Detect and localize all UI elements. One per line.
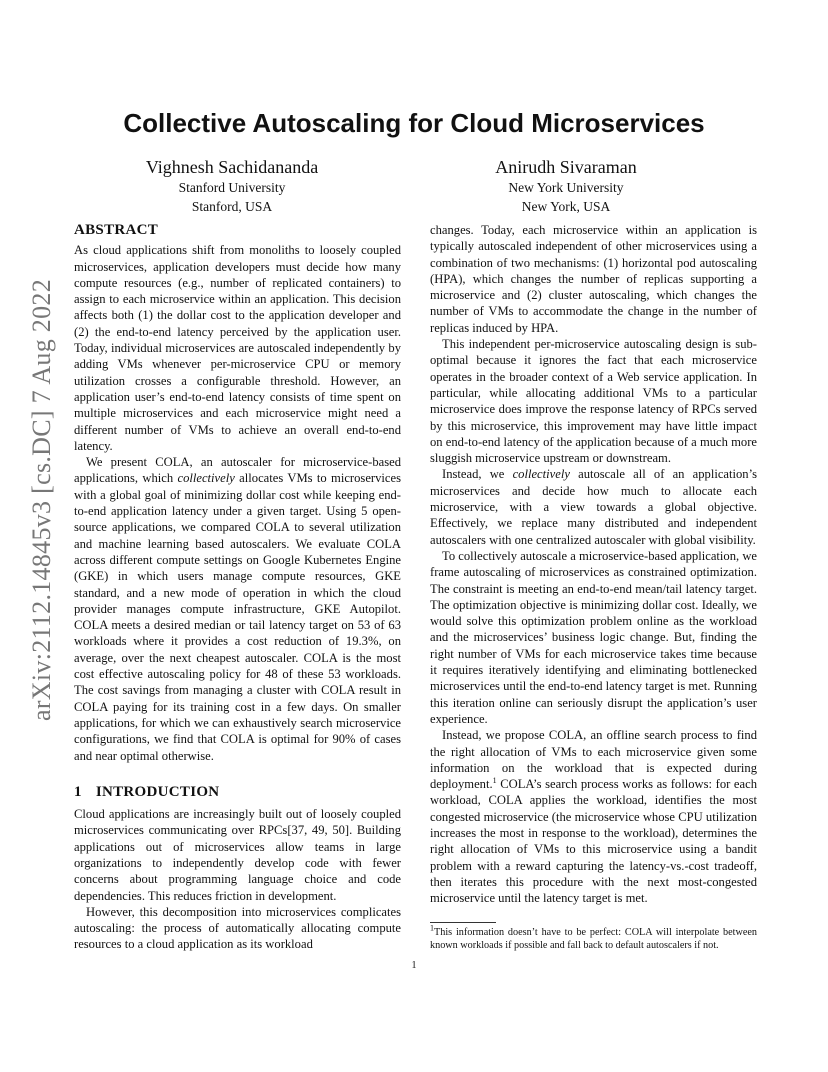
text-run: Instead, we propose COLA, an offline search process to find the right allocation of VMs to each microservice given some information on the workload that is expected during deployment. bbox=[430, 728, 757, 792]
author-location: Stanford, USA bbox=[191, 199, 273, 214]
arxiv-identifier bbox=[22, 279, 62, 721]
author-name: Anirudh Sivaraman bbox=[495, 157, 637, 177]
author-name: Vighnesh Sachidananda bbox=[145, 157, 319, 177]
abstract-paragraph bbox=[74, 454, 401, 764]
page-number: 1 bbox=[411, 960, 417, 971]
footnote-rule bbox=[430, 922, 496, 923]
body-paragraph: changes. Today, each microservice within an application is typically autoscaled independent of other microservices using a combination of two mechanisms: (1) horizontal pod autoscaling (HPA), which changes the number of replicas supporting a microservice and (2) cluster autoscaling, which changes the number of VMs to accommodate the change in the number of replicas induced by HPA. bbox=[430, 223, 757, 335]
author-location: New York, USA bbox=[521, 199, 611, 214]
abstract-paragraph: As cloud applications shift from monoliths to loosely coupled microservices, application developers must decide how many compute resources (e.g., number of replicated containers) to assign to each microservice within an application. This decision affects both (1) the dollar cost to the application developer and (2) the end-to-end latency perceived by the application user. Today, individual microservices are autoscaled independently by adding VMs whenever per-microservice CPU or memory utilization crosses a configurable threshold. However, an application user’s end-to-end latency consists of time spent on multiple microservices and each microservice might need a different number of VMs to achieve an overall end-to-end latency. bbox=[74, 243, 401, 453]
text-run: allocates VMs to microservices with a global goal of minimizing dollar cost while keeping end-to-end application latency under a given target. Using 5 open-source applications, we compared COLA to several utilization and machine learning based autoscalers. We evaluate COLA across different compute settings on Google Kubernetes Engine (GKE) in which users manage compute resources, GKE standard, and a new mode of operation in which the cloud provider manages compute infrastructure, GKE Autopilot. COLA meets a desired median or tail latency target on 53 of 63 workloads where it provides a cost reduction of 19.3%, on average, over the next cheapest autoscaler. COLA is the most cost effective autoscaling policy for 48 of these 53 workloads. The cost savings from managing a cluster with COLA result in COLA paying for its training cost in a few days. On smaller applications, for which we can exhaustively search microservice configurations, we find that COLA is optimal for 90% of cases and near optimal otherwise. bbox=[74, 471, 401, 763]
footnote-mark: 1 bbox=[430, 923, 434, 933]
body-paragraph bbox=[430, 466, 757, 547]
section-title: INTRODUCTION bbox=[95, 783, 220, 800]
emphasis-text: collectively bbox=[177, 471, 235, 486]
intro-paragraph: Cloud applications are increasingly built out of loosely coupled microservices communicating over RPCs[37, 49, 50]. Building applications out of microservices allow teams in large organizations to independently develop code with fewer concerns about programming language choice and code dependencies. This reduces friction in development. bbox=[74, 807, 401, 903]
author-affiliation: Stanford University bbox=[178, 180, 286, 195]
intro-paragraph: However, this decomposition into microservices complicates autoscaling: the process of automatically allocating compute resources to a cloud application as its workload bbox=[74, 904, 401, 952]
body-paragraph: To collectively autoscale a microservice-based application, we frame autoscaling of microservices as constrained optimization. The constraint is meeting an end-to-end mean/tail latency target. The optimization objective is minimizing dollar cost. Ideally, we would solve this optimization problem online as the workload and the microservices’ business logic change. But, finding the right number of VMs for each microservice takes time because it requires iteratively identifying and eliminating bottlenecked microservices until the end-to-end latency target is met. Running this iteration online can seriously disrupt the application’s user experience. bbox=[430, 548, 757, 726]
text-run: COLA’s search process works as follows: for each workload, COLA applies the workload, identifies the most congested microservice (the microservice whose CPU utilization increases the most in response to the workload), determines the right allocation of VMs to this microservice using a bandit problem with a reward capturing the latency-vs.-cost tradeoff, then iterates this procedure with the next most-congested microservice until the latency target is met. bbox=[430, 777, 757, 906]
footnote bbox=[430, 923, 757, 952]
introduction-heading bbox=[74, 784, 401, 800]
author-affiliation: New York University bbox=[508, 180, 624, 195]
text-run: autoscale all of an application’s microservices and decide how much to allocate each microservice, with a view towards a global objective. Effectively, we replace many distributed and independent autoscalers with one centralized autoscaler with global visibility. bbox=[430, 467, 757, 547]
body-paragraph bbox=[430, 727, 757, 906]
arxiv-id-text: arXiv:2112.14845v3 [cs.DC] 7 Aug 2022 bbox=[27, 279, 56, 721]
left-column bbox=[74, 222, 401, 953]
right-column bbox=[430, 222, 757, 906]
text-run: We present COLA, an autoscaler for microservice-based applications, which bbox=[74, 455, 401, 486]
author-block-1 bbox=[82, 156, 382, 216]
footnote-text: This information doesn’t have to be perfect: COLA will interpolate between known workloads if possible and fall back to default autoscalers if not. bbox=[430, 927, 757, 951]
author-block-2 bbox=[416, 156, 716, 216]
emphasis-text: collectively bbox=[512, 467, 570, 482]
section-number: 1 bbox=[74, 783, 82, 800]
abstract-heading: ABSTRACT bbox=[74, 222, 159, 238]
footnote-marker: 1 bbox=[492, 775, 497, 785]
text-run: Instead, we bbox=[442, 467, 513, 482]
body-paragraph: This independent per-microservice autoscaling design is sub-optimal because it ignores the fact that each microservice operates in the broader context of a Web service application. In particular, while allocating additional VMs to a particular microservice does improve the response latency of RPCs served by this microservice, this improvement may have little impact on end-to-end latency of the application because of a much more sluggish microservice upstream or downstream. bbox=[430, 337, 757, 466]
paper-title: Collective Autoscaling for Cloud Microservices bbox=[123, 108, 705, 138]
